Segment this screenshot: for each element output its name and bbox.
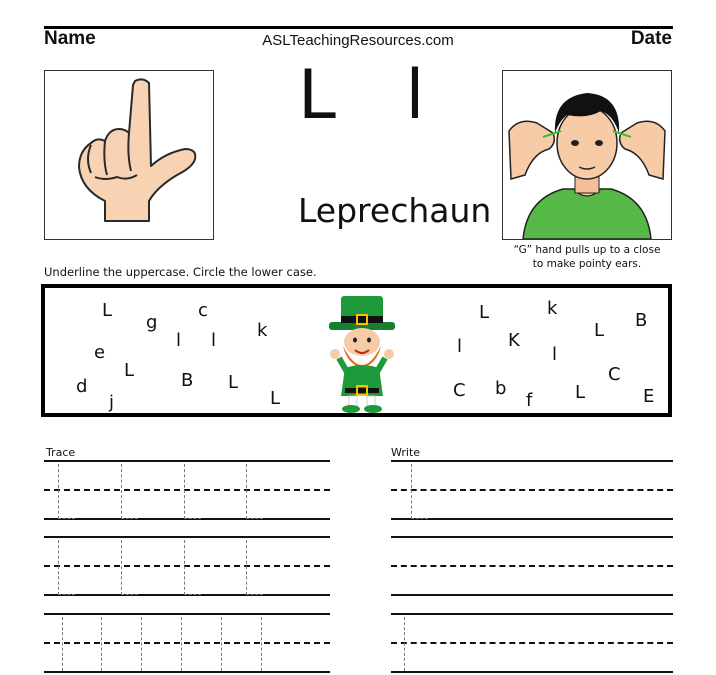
boy-signing-icon bbox=[503, 71, 671, 239]
letter[interactable]: E bbox=[643, 386, 655, 407]
trace-letter-lowercase[interactable] bbox=[221, 617, 222, 671]
trace-line-top bbox=[44, 460, 330, 462]
letter[interactable]: C bbox=[453, 380, 466, 401]
letter[interactable]: L bbox=[270, 388, 281, 409]
write-line-mid bbox=[391, 642, 673, 644]
write-line-mid bbox=[391, 489, 673, 491]
write-line-base bbox=[391, 518, 673, 520]
letter[interactable]: l bbox=[211, 330, 217, 351]
write-line-base bbox=[391, 594, 673, 596]
trace-letter-lowercase[interactable] bbox=[181, 617, 182, 671]
site-name: ASLTeachingResources.com bbox=[262, 32, 454, 49]
letter[interactable]: b bbox=[495, 378, 507, 399]
trace-letter-lowercase[interactable] bbox=[141, 617, 142, 671]
trace-letter-lowercase[interactable] bbox=[62, 617, 63, 671]
trace-letter-uppercase[interactable] bbox=[184, 540, 201, 595]
letter[interactable]: l bbox=[552, 344, 558, 365]
trace-line-base bbox=[44, 671, 330, 673]
trace-letter-uppercase[interactable] bbox=[121, 540, 138, 595]
trace-letter-uppercase[interactable] bbox=[58, 464, 75, 519]
trace-line-top bbox=[44, 536, 330, 538]
date-label: Date bbox=[630, 28, 672, 49]
featured-letters: L l bbox=[298, 56, 449, 135]
write-line-top bbox=[391, 536, 673, 538]
trace-letter-lowercase[interactable] bbox=[404, 617, 405, 671]
letter[interactable]: f bbox=[526, 390, 533, 411]
trace-letter-uppercase[interactable] bbox=[411, 464, 428, 519]
letter[interactable]: L bbox=[102, 300, 113, 321]
letter[interactable]: L bbox=[575, 382, 586, 403]
write-line-top bbox=[391, 460, 673, 462]
letter[interactable]: k bbox=[547, 298, 558, 319]
sign-caption-line-1: “G” hand pulls up to a close bbox=[513, 244, 661, 256]
letter[interactable]: k bbox=[257, 320, 268, 341]
write-line-base bbox=[391, 671, 673, 673]
trace-letter-uppercase[interactable] bbox=[121, 464, 138, 519]
trace-letter-uppercase[interactable] bbox=[58, 540, 75, 595]
letter[interactable]: C bbox=[608, 364, 621, 385]
sign-illustration bbox=[502, 70, 672, 240]
write-line-mid bbox=[391, 565, 673, 567]
sign-caption-line-2: to make pointy ears. bbox=[532, 258, 642, 270]
trace-letter-uppercase[interactable] bbox=[246, 464, 263, 519]
letter[interactable]: B bbox=[181, 370, 194, 391]
instructions: Underline the uppercase. Circle the lower case. bbox=[44, 265, 317, 279]
trace-letter-lowercase[interactable] bbox=[101, 617, 102, 671]
letter-hunt-box bbox=[41, 284, 672, 417]
letter[interactable]: K bbox=[508, 330, 520, 351]
letter[interactable]: l bbox=[457, 336, 463, 357]
letter[interactable]: L bbox=[228, 372, 239, 393]
letter[interactable]: l bbox=[176, 330, 182, 351]
trace-letter-lowercase[interactable] bbox=[261, 617, 262, 671]
leprechaun-icon bbox=[321, 292, 403, 414]
trace-letter-uppercase[interactable] bbox=[246, 540, 263, 595]
trace-letter-uppercase[interactable] bbox=[184, 464, 201, 519]
sign-caption bbox=[502, 243, 672, 271]
write-label: Write bbox=[391, 446, 421, 459]
name-label: Name bbox=[44, 28, 96, 49]
top-rule bbox=[44, 26, 673, 29]
trace-line-mid bbox=[44, 642, 330, 644]
trace-label: Trace bbox=[46, 446, 76, 459]
letter[interactable]: j bbox=[109, 392, 115, 413]
letter[interactable]: d bbox=[76, 376, 88, 397]
letter[interactable]: L bbox=[594, 320, 605, 341]
hand-l-icon bbox=[45, 71, 213, 239]
handshape-image bbox=[44, 70, 214, 240]
letter[interactable]: B bbox=[635, 310, 648, 331]
trace-line-top bbox=[44, 613, 330, 615]
write-line-top bbox=[391, 613, 673, 615]
letter[interactable]: L bbox=[124, 360, 135, 381]
vocabulary-word: Leprechaun bbox=[298, 191, 492, 230]
letter[interactable]: c bbox=[198, 300, 208, 321]
letter[interactable]: g bbox=[146, 312, 158, 333]
letter[interactable]: e bbox=[94, 342, 106, 363]
letter[interactable]: L bbox=[479, 302, 490, 323]
